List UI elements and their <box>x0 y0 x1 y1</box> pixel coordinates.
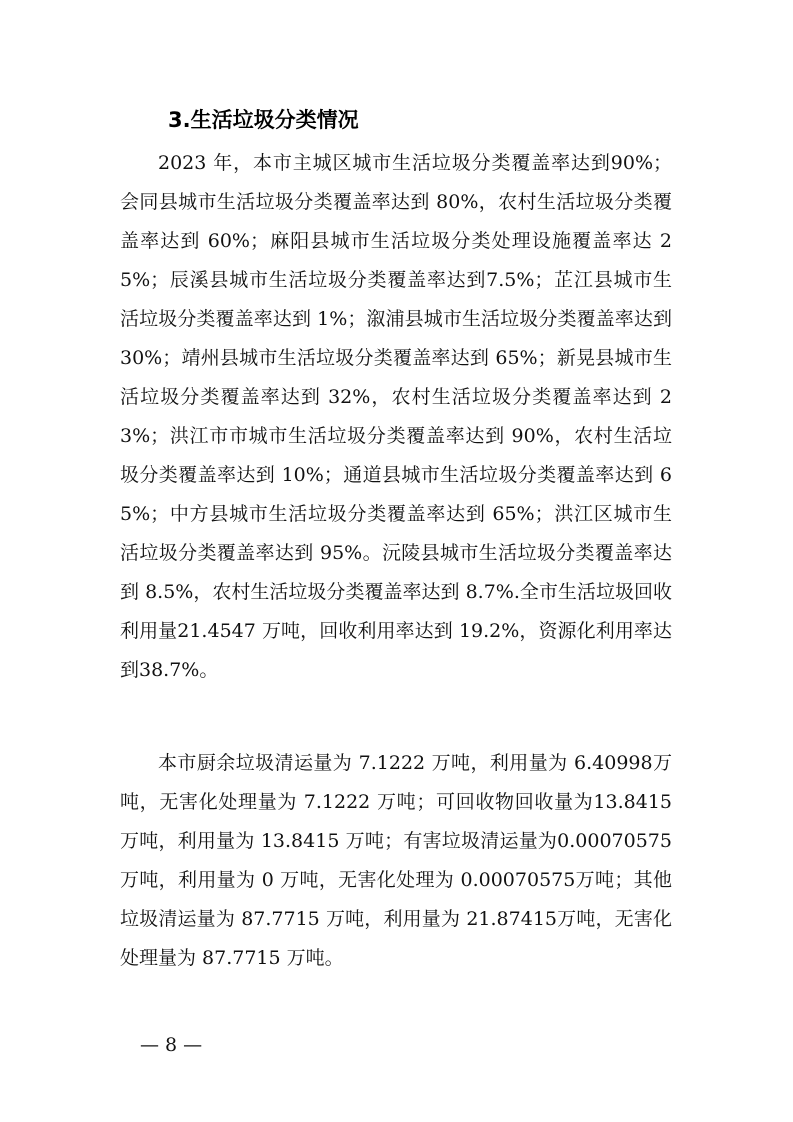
paragraph-waste-volumes: 本市厨余垃圾清运量为 7.1222 万吨，利用量为 6.40998万吨，无害化处理量为 7.1222 万吨；可回收物回收量为13.8415 万吨，利用量为 13.8415 万吨；有害垃圾清运量为0.00070575 万吨，利用量为 0 万吨，无害化处理为 0.00070575万吨；其他垃圾清运量为 87.7715 万吨，利用量为 21.87415万吨，无害化处理量为 87.7715 万吨。 <box>120 752 672 969</box>
paragraph-sorting-coverage: 2023 年，本市主城区城市生活垃圾分类覆盖率达到90%；会同县城市生活垃圾分类覆盖率达到 80%，农村生活垃圾分类覆盖率达到 60%；麻阳县城市生活垃圾分类处理设施覆盖率达 25%；辰溪县城市生活垃圾分类覆盖率达到7.5%；芷江县城市生活垃圾分类覆盖率达到 1%；溆浦县城市生活垃圾分类覆盖率达到 30%；靖州县城市生活垃圾分类覆盖率达到 65%；新晃县城市生活垃圾分类覆盖率达到 32%，农村生活垃圾分类覆盖率达到 23%；洪江市市城市生活垃圾分类覆盖率达到 90%，农村生活垃圾分类覆盖率达到 10%；通道县城市生活垃圾分类覆盖率达到 65%；中方县城市生活垃圾分类覆盖率达到 65%；洪江区城市生活垃圾分类覆盖率达到 95%。沅陵县城市生活垃圾分类覆盖率达到 8.5%，农村生活垃圾分类覆盖率达到 8.7%.全市生活垃圾回收利用量21.4547 万吨，回收利用率达到 19.2%，资源化利用率达到38.7%。 <box>120 152 672 681</box>
section-heading: 3.生活垃圾分类情况 <box>168 108 359 132</box>
page-number: — 8 — <box>140 1034 203 1056</box>
